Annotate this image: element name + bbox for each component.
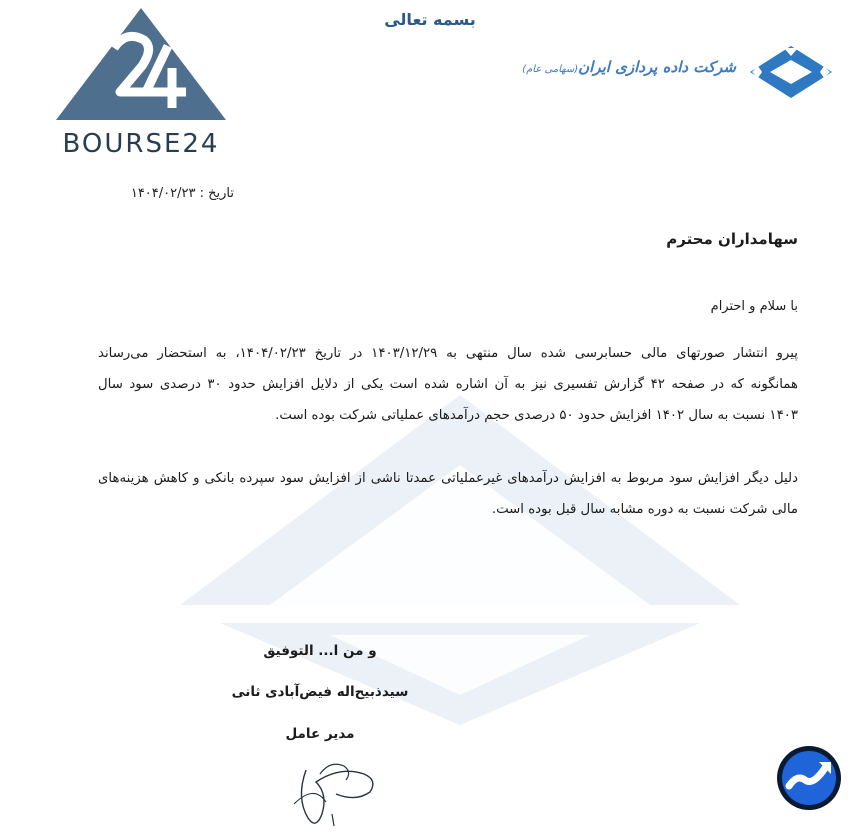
greeting: با سلام و احترام [710,299,798,314]
paragraph-line: مالی شرکت نسبت به دوره مشابه سال قبل بوده است. [491,502,798,517]
signature-icon [286,744,380,830]
body-paragraph-2 [98,468,798,530]
company-name-text: شرکت داده پردازی ایران [578,58,736,76]
date-label: تاریخ : [199,186,234,201]
signatory-title: مدیر عامل [285,726,355,742]
trend-arrow-badge-icon [775,744,843,812]
diamond-logo-icon [748,44,834,100]
watermark-logo [180,395,740,725]
signatory-name: سیدذبیح‌اله فیض‌آبادی ثانی [231,684,409,700]
date-value: ۱۴۰۴/۰۲/۲۳ [130,186,196,201]
bourse24-logo-icon [56,8,226,120]
paragraph-line: دلیل دیگر افزایش سود مربوط به افزایش درآمدهای غیرعملیاتی عمدتا ناشی از افزایش سود سپرده بانکی و کاهش هزینه‌های [98,471,798,486]
paragraph-line: پیرو انتشار صورتهای مالی حسابرسی شده سال منتهی به ۱۴۰۳/۱۲/۲۹ در تاریخ ۱۴۰۴/۰۲/۲۳، به استحضار می‌رساند [98,346,798,361]
body-paragraph-1 [98,343,798,436]
salutation-title: سهامداران محترم [666,230,798,248]
paragraph-line: همانگونه که در صفحه ۴۲ گزارش تفسیری نیز به آن اشاره شده است یکی از دلایل افزایش حدود ۳۰ درصدی سود سال [98,377,798,392]
date-line [131,186,234,201]
company-name-suffix: (سهامی عام) [522,64,579,75]
closing-phrase: و من ا... التوفیق [263,643,377,659]
brand-wordmark: BOURSE24 [62,129,220,159]
company-name [522,58,736,76]
bismillah-heading: بسمه تعالی [384,10,476,29]
paragraph-line: ۱۴۰۳ نسبت به سال ۱۴۰۲ افزایش حدود ۵۰ درصدی حجم درآمدهای عملیاتی شرکت بوده است. [275,408,798,423]
